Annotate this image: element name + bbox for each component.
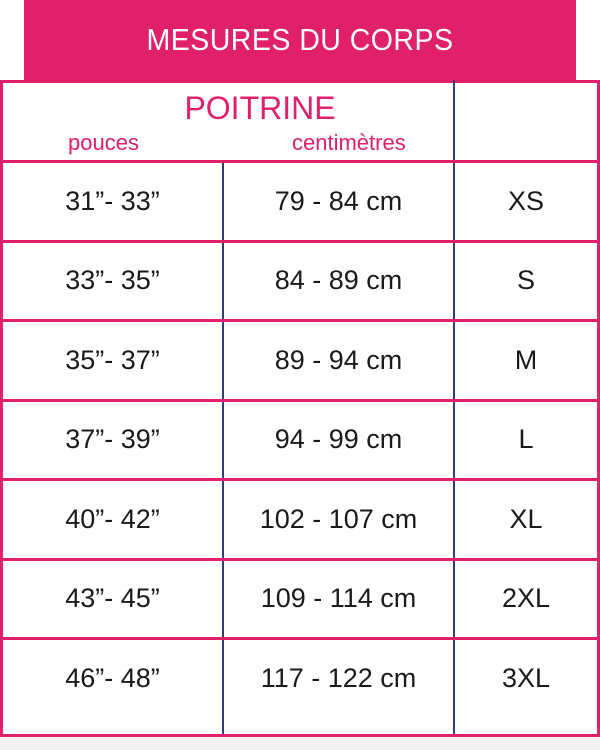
row-separator — [0, 637, 600, 640]
cell-size: L — [518, 424, 534, 454]
row-separator — [0, 240, 600, 243]
cell-centimetres: 84 - 89 cm — [274, 265, 403, 295]
cell-centimetres: 102 - 107 cm — [259, 503, 418, 534]
row-separator — [0, 478, 600, 481]
chart-title: MESURES DU CORPS — [24, 0, 576, 80]
row-separator — [0, 558, 600, 561]
cell-inches: 46”- 48” — [65, 662, 160, 693]
cell-size: M — [514, 344, 538, 375]
row-separator — [0, 319, 600, 322]
cell-inches: 35”- 37” — [65, 344, 160, 375]
cell-size: 2XL — [501, 583, 551, 613]
header-pouces: pouces — [68, 130, 139, 155]
cell-inches: 31”- 33” — [65, 185, 160, 216]
header-centimetres: centimètres — [292, 130, 406, 155]
cell-centimetres: 117 - 122 cm — [260, 662, 417, 693]
cell-inches: 43”- 45” — [65, 583, 160, 613]
cell-size: 3XL — [501, 662, 551, 693]
header-top-line — [0, 80, 600, 83]
bottom-band — [0, 737, 600, 750]
cell-centimetres: 79 - 84 cm — [274, 185, 403, 216]
header-poitrine: POITRINE — [184, 90, 336, 126]
cell-inches: 33”- 35” — [65, 265, 160, 295]
cell-centimetres: 109 - 114 cm — [260, 583, 417, 613]
cell-size: XL — [509, 503, 543, 534]
row-separator — [0, 399, 600, 402]
cell-size: S — [516, 265, 535, 295]
cell-inches: 40”- 42” — [65, 503, 160, 534]
cell-size: XS — [507, 185, 545, 216]
cell-centimetres: 89 - 94 cm — [274, 344, 403, 375]
cell-inches: 37”- 39” — [65, 424, 160, 454]
cell-centimetres: 94 - 99 cm — [274, 424, 403, 454]
